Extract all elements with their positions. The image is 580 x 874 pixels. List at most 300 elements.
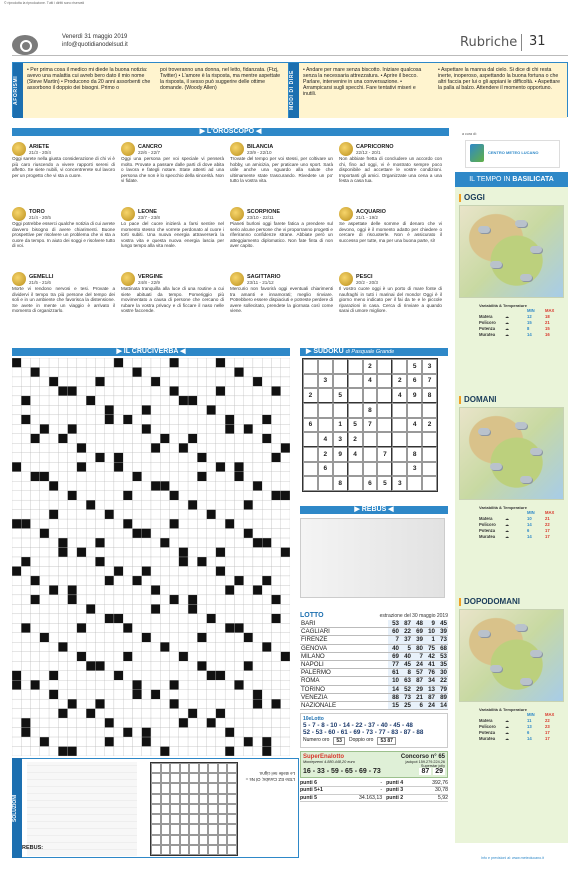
crossword-cell: [21, 566, 30, 575]
crossword-cell: [151, 481, 160, 490]
crossword-cell: [160, 690, 169, 699]
lotto-number: 15: [388, 702, 400, 710]
sign-date: 23/7 - 23/8: [138, 214, 160, 220]
crossword-cell: [271, 386, 280, 395]
crossword-cell: [281, 443, 290, 452]
cloud-icon: [520, 274, 532, 281]
crossword-cell: [271, 737, 280, 746]
dieci-lotto-line-1: 5 - 7 - 8 - 10 - 14 - 22 - 37 - 40 - 45 - 48: [303, 722, 413, 730]
crossword-cell: [225, 415, 234, 424]
crossword-cell: [21, 604, 30, 613]
crossword-cell: [207, 604, 216, 613]
crossword-cell: [142, 642, 151, 651]
crossword-cell: [170, 405, 179, 414]
crossword-cell: [179, 548, 188, 557]
crossword-cell: [281, 510, 290, 519]
solution-cell: [227, 794, 237, 804]
crossword-cell: [95, 396, 104, 405]
crossword-cell: [95, 680, 104, 689]
crossword-cell: [160, 443, 169, 452]
sudoku-cell: [377, 388, 392, 403]
crossword-cell: [197, 699, 206, 708]
crossword-cell: [95, 623, 104, 632]
solution-cell: [199, 804, 209, 814]
crossword-cell: [40, 538, 49, 547]
crossword-cell: [58, 595, 67, 604]
crossword-cell: [262, 538, 271, 547]
crossword-cell: [132, 538, 141, 547]
sun-cloud-icon: ☁: [505, 528, 510, 533]
crossword-cell: [207, 548, 216, 557]
crossword-cell: [262, 633, 271, 642]
crossword-cell: [105, 538, 114, 547]
city-name: Potenza: [479, 326, 496, 331]
crossword-cell: [58, 491, 67, 500]
solution-cell: [170, 835, 180, 845]
crossword-cell: [179, 491, 188, 500]
crossword-cell: [197, 415, 206, 424]
solution-cell: [161, 824, 171, 834]
crossword-cell: [77, 576, 86, 585]
crossword-cell: [207, 671, 216, 680]
sign-name: SAGITTARIO: [247, 273, 281, 280]
crossword-cell: [86, 510, 95, 519]
crossword-cell: [234, 529, 243, 538]
crossword-cell: [105, 367, 114, 376]
crossword-cell: [225, 576, 234, 585]
lotto-number: 61: [388, 669, 400, 677]
crossword-cell: [216, 424, 225, 433]
lotto-city: ROMA: [300, 677, 388, 685]
max-label: MAX: [545, 712, 555, 717]
sudoku-cell: [303, 476, 318, 491]
crossword-cell: [179, 481, 188, 490]
solution-cell: [218, 804, 228, 814]
solution-cell: [170, 783, 180, 793]
crossword-cell: [105, 472, 114, 481]
zodiac-icon: [339, 272, 353, 286]
lotto-brand: LOTTO: [300, 612, 324, 619]
crossword-cell: [216, 595, 225, 604]
crossword-cell: [216, 604, 225, 613]
crossword-cell: [68, 453, 77, 462]
crossword-cell: [105, 424, 114, 433]
crossword-cell: [271, 718, 280, 727]
punti-label-2: punti 4: [382, 780, 420, 787]
crossword-cell: [188, 661, 197, 670]
crossword-cell: [207, 434, 216, 443]
crossword-cell: [271, 671, 280, 680]
crossword-cell: [58, 415, 67, 424]
crossword-cell: [31, 500, 40, 509]
crossword-cell: [123, 604, 132, 613]
solution-cell: [199, 835, 209, 845]
crossword-cell: [68, 386, 77, 395]
crossword-cell: [123, 728, 132, 737]
crossword-cell: [123, 462, 132, 471]
crossword-cell: [142, 386, 151, 395]
crossword-cell: [179, 358, 188, 367]
crossword-cell: [21, 510, 30, 519]
modi-col-2: [434, 63, 567, 118]
crossword-cell: [40, 434, 49, 443]
crossword-cell: [151, 453, 160, 462]
crossword-cell: [21, 386, 30, 395]
solution-cell: [151, 773, 161, 783]
crossword-cell: [142, 424, 151, 433]
crossword-cell: [216, 680, 225, 689]
crossword-cell: [262, 576, 271, 585]
crossword-cell: [225, 519, 234, 528]
crossword-cell: [244, 434, 253, 443]
crossword-cell: [123, 548, 132, 557]
solution-cell: [208, 783, 218, 793]
crossword-cell: [160, 709, 169, 718]
lotto-number: 8: [400, 669, 412, 677]
crossword-cell: [114, 491, 123, 500]
solution-cell: [151, 845, 161, 855]
crossword-cell: [21, 709, 30, 718]
crossword-cell: [216, 728, 225, 737]
crossword-cell: [49, 367, 58, 376]
cloud-icon: [515, 422, 527, 429]
punti-value-2: 30,78: [420, 787, 448, 794]
crossword-cell: [271, 709, 280, 718]
crossword-cell: [160, 510, 169, 519]
variability-title: Variabilità & Temperature: [479, 505, 527, 510]
crossword-cell: [31, 576, 40, 585]
crossword-cell: [188, 529, 197, 538]
crossword-cell: [86, 481, 95, 490]
crossword-cell: [160, 623, 169, 632]
crossword-cell: [179, 519, 188, 528]
crossword-cell: [58, 396, 67, 405]
sun-cloud-icon: ☁: [505, 730, 510, 735]
city-name: Muratea: [479, 332, 496, 337]
crossword-cell: [77, 358, 86, 367]
sudoku-cell: 6: [318, 462, 333, 477]
min-label: MIN: [527, 712, 535, 717]
crossword-cell: [86, 367, 95, 376]
crossword-cell: [114, 699, 123, 708]
solution-cell: [208, 845, 218, 855]
crossword-grid: [12, 358, 290, 756]
crossword-cell: [95, 671, 104, 680]
crossword-cell: [114, 434, 123, 443]
sign-date: 21/1 - 19/2: [356, 214, 378, 220]
crossword-cell: [271, 538, 280, 547]
crossword-cell: [21, 500, 30, 509]
lotto-table: [300, 620, 448, 710]
crossword-cell: [151, 538, 160, 547]
crossword-cell: [49, 548, 58, 557]
crossword-cell: [68, 642, 77, 651]
crossword-cell: [68, 481, 77, 490]
crossword-cell: [77, 642, 86, 651]
crossword-cell: [86, 633, 95, 642]
horoscope-sign: [12, 272, 115, 314]
sudoku-cell: [407, 432, 422, 447]
crossword-cell: [207, 614, 216, 623]
meteo-title-prefix: IL TEMPO IN: [469, 176, 513, 183]
crossword-cell: [105, 377, 114, 386]
city-name: Matera: [479, 516, 493, 521]
crossword-cell: [207, 386, 216, 395]
crossword-cell: [234, 434, 243, 443]
crossword-cell: [132, 453, 141, 462]
crossword-cell: [271, 510, 280, 519]
crossword-cell: [132, 424, 141, 433]
crossword-cell: [207, 623, 216, 632]
lotto-city: FIRENZE: [300, 636, 388, 644]
crossword-cell: [271, 472, 280, 481]
sign-text: Morte vi rendono nervosi e tesi. Provate a dividervi il tempo tra più persone del tempo dei soli e in un ambiente che favorisca la distensione. Se avete in mente un viaggio è arrivato il momento di organizzarlo.: [12, 286, 115, 314]
crossword-cell: [253, 652, 262, 661]
crossword-cell: [123, 642, 132, 651]
crossword-cell: [95, 481, 104, 490]
solution-cell: [199, 783, 209, 793]
modi-text-1: • Andare per mare senza biscotto. Iniziare qualcosa senza la necessaria attrezzatura. • Aprire il becco. Parlare, intervenire in una conversazione. • Arrampicarsi sugli specchi. Fare tentativi miseri e inutili.: [303, 67, 422, 98]
crossword-cell: [95, 424, 104, 433]
sudoku-cell: [377, 418, 392, 433]
crossword-cell: [95, 604, 104, 613]
crossword-cell: [114, 548, 123, 557]
crossword-cell: [77, 396, 86, 405]
crossword-cell: [160, 566, 169, 575]
crossword-cell: [142, 453, 151, 462]
crossword-cell: [151, 557, 160, 566]
crossword-cell: [77, 462, 86, 471]
crossword-cell: [77, 671, 86, 680]
crossword-cell: [58, 614, 67, 623]
crossword-cell: [197, 405, 206, 414]
horoscope-sign: [230, 142, 333, 184]
solution-cell: [151, 794, 161, 804]
crossword-cell: [170, 709, 179, 718]
crossword-cell: [86, 557, 95, 566]
sign-name: SCORPIONE: [247, 208, 281, 215]
crossword-cell: [31, 728, 40, 737]
solution-cell: [227, 814, 237, 824]
crossword-cell: [58, 453, 67, 462]
sudoku-cell: [333, 359, 348, 374]
crossword-cell: [160, 585, 169, 594]
crossword-cell: [225, 538, 234, 547]
crossword-cell: [170, 453, 179, 462]
crossword-cell: [95, 462, 104, 471]
temp-min: 14: [527, 522, 532, 527]
sudoku-cell: [392, 418, 407, 433]
crossword-cell: [49, 661, 58, 670]
sudoku-cell: 5: [377, 476, 392, 491]
lotto-number: 76: [424, 669, 436, 677]
solution-cell: [189, 845, 199, 855]
crossword-cell: [132, 747, 141, 756]
crossword-cell: [132, 462, 141, 471]
crossword-cell: [207, 718, 216, 727]
crossword-cell: [132, 576, 141, 585]
crossword-cell: [68, 614, 77, 623]
crossword-cell: [234, 699, 243, 708]
crossword-cell: [114, 652, 123, 661]
crossword-cell: [12, 614, 21, 623]
crossword-cell: [170, 443, 179, 452]
crossword-cell: [216, 519, 225, 528]
solution-cell: [180, 763, 190, 773]
crossword-cell: [281, 472, 290, 481]
crossword-cell: [86, 424, 95, 433]
crossword-cell: [207, 510, 216, 519]
crossword-cell: [151, 680, 160, 689]
crossword-cell: [197, 491, 206, 500]
crossword-cell: [142, 538, 151, 547]
lotto-number: 45: [436, 620, 448, 628]
crossword-cell: [77, 415, 86, 424]
crossword-cell: [281, 718, 290, 727]
crossword-cell: [132, 557, 141, 566]
crossword-cell: [21, 519, 30, 528]
solution-cell: [218, 783, 228, 793]
crossword-cell: [58, 405, 67, 414]
sudoku-cell: [377, 374, 392, 389]
crossword-cell: [216, 690, 225, 699]
lotto-number: 1: [424, 636, 436, 644]
crossword-cell: [262, 424, 271, 433]
crossword-cell: [142, 671, 151, 680]
modi-col-1: [299, 63, 434, 118]
lotto-city: MILANO: [300, 652, 388, 660]
crossword-cell: [114, 709, 123, 718]
crossword-cell: [271, 557, 280, 566]
crossword-cell: [234, 396, 243, 405]
crossword-cell: [40, 652, 49, 661]
crossword-cell: [68, 718, 77, 727]
crossword-cell: [95, 415, 104, 424]
sudoku-cell: [348, 374, 363, 389]
sudoku-cell: 8: [422, 388, 437, 403]
sudoku-cell: [407, 476, 422, 491]
crossword-cell: [86, 642, 95, 651]
crossword-cell: [271, 623, 280, 632]
crossword-cell: [253, 405, 262, 414]
crossword-cell: [216, 585, 225, 594]
lotto-number: 53: [436, 652, 448, 660]
crossword-cell: [160, 519, 169, 528]
numero-oro-value: 53: [333, 737, 345, 745]
crossword-cell: [225, 699, 234, 708]
sudoku-cell: 5: [348, 418, 363, 433]
crossword-cell: [77, 614, 86, 623]
crossword-cell: [271, 633, 280, 642]
sudoku-cell: 5: [333, 388, 348, 403]
crossword-cell: [12, 396, 21, 405]
crossword-cell: [31, 443, 40, 452]
crossword-cell: [225, 566, 234, 575]
crossword-cell: [244, 690, 253, 699]
crossword-cell: [105, 396, 114, 405]
crossword-cell: [68, 604, 77, 613]
crossword-cell: [160, 529, 169, 538]
crossword-cell: [105, 680, 114, 689]
crossword-cell: [123, 491, 132, 500]
aforismi-tab: AFORISMI: [13, 63, 23, 118]
crossword-cell: [95, 500, 104, 509]
crossword-cell: [123, 633, 132, 642]
crossword-cell: [105, 453, 114, 462]
solution-cell: [170, 824, 180, 834]
crossword-cell: [49, 690, 58, 699]
temp-min: 15: [527, 320, 532, 325]
lotto-city: NAPOLI: [300, 661, 388, 669]
sign-name: VERGINE: [138, 273, 163, 280]
crossword-cell: [151, 652, 160, 661]
crossword-cell: [271, 595, 280, 604]
crossword-cell: [253, 585, 262, 594]
crossword-cell: [40, 510, 49, 519]
crossword-cell: [216, 557, 225, 566]
crossword-cell: [142, 595, 151, 604]
crossword-cell: [40, 415, 49, 424]
crossword-cell: [132, 434, 141, 443]
crossword-cell: [281, 491, 290, 500]
crossword-cell: [179, 377, 188, 386]
crossword-cell: [207, 585, 216, 594]
sudoku-cell: 3: [318, 374, 333, 389]
crossword-cell: [31, 690, 40, 699]
crossword-cell: [244, 358, 253, 367]
crossword-cell: [95, 472, 104, 481]
crossword-cell: [58, 709, 67, 718]
crossword-cell: [40, 747, 49, 756]
lotto-number: 22: [436, 677, 448, 685]
crossword-cell: [225, 434, 234, 443]
crossword-cell: [58, 737, 67, 746]
crossword-cell: [216, 358, 225, 367]
crossword-cell: [207, 652, 216, 661]
temp-max: 18: [545, 314, 550, 319]
crossword-cell: [179, 472, 188, 481]
sudoku-banner: [300, 348, 448, 356]
crossword-cell: [216, 386, 225, 395]
solution-cell: [208, 763, 218, 773]
crossword-cell: [49, 728, 58, 737]
crossword-cell: [132, 415, 141, 424]
crossword-cell: [49, 358, 58, 367]
crossword-cell: [188, 500, 197, 509]
lotto-number: 87: [412, 677, 424, 685]
crossword-cell: [12, 709, 21, 718]
crossword-cell: [188, 557, 197, 566]
crossword-cell: [77, 585, 86, 594]
city-name: Muratea: [479, 736, 496, 741]
crossword-cell: [68, 510, 77, 519]
crossword-cell: [281, 604, 290, 613]
crossword-cell: [281, 519, 290, 528]
crossword-cell: [123, 557, 132, 566]
lotto-number: 48: [412, 620, 424, 628]
crossword-cell: [170, 377, 179, 386]
crossword-cell: [95, 576, 104, 585]
crossword-cell: [271, 680, 280, 689]
solution-cell: [227, 835, 237, 845]
sign-name: LEONE: [138, 208, 157, 215]
crossword-cell: [234, 538, 243, 547]
crossword-cell: [188, 652, 197, 661]
crossword-cell: [225, 642, 234, 651]
aforismi-col-2: [156, 63, 289, 118]
crossword-cell: [49, 699, 58, 708]
solution-cell: [189, 835, 199, 845]
